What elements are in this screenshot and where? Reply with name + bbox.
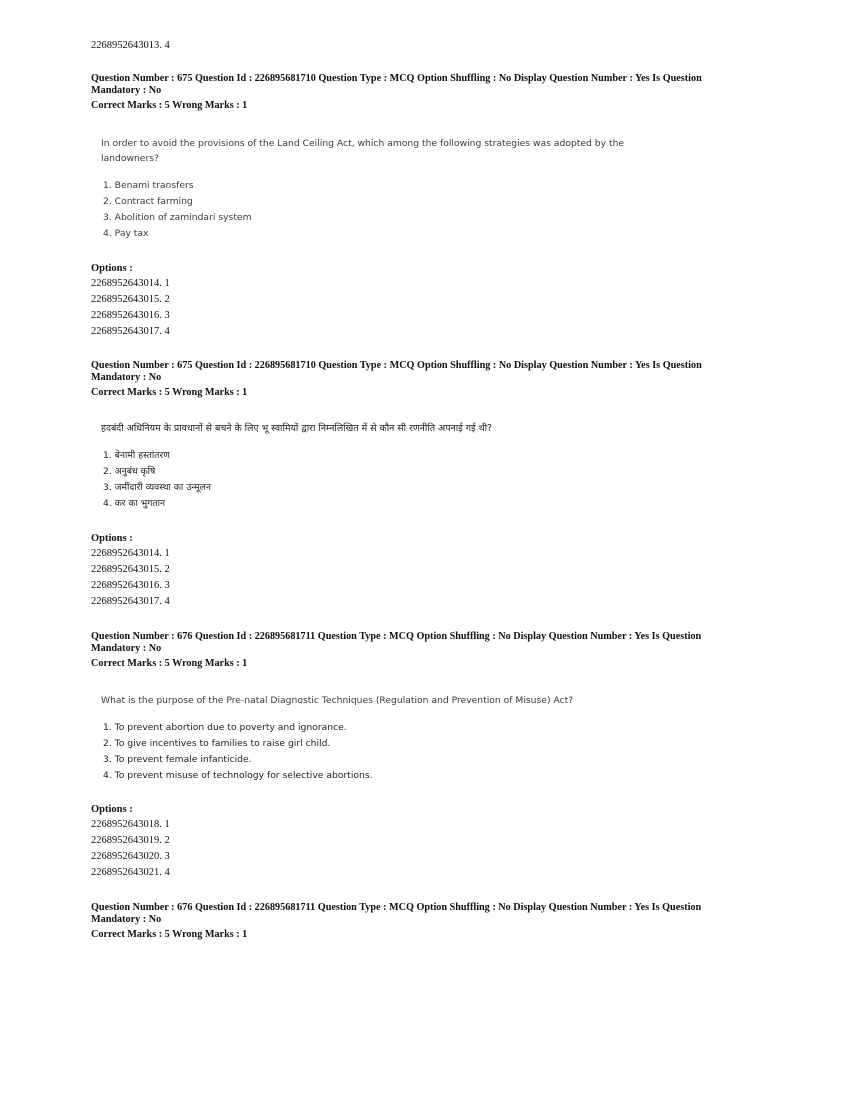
question-header-line2: Mandatory : No — [91, 85, 162, 96]
answer-choice: 1. Benami transfers — [103, 180, 194, 191]
answer-choice: 2. अनुबंध कृषि — [103, 466, 156, 477]
option-id: 2268952643014. 1 — [91, 548, 170, 559]
option-id: 2268952643016. 3 — [91, 310, 170, 321]
question-marks: Correct Marks : 5 Wrong Marks : 1 — [91, 929, 248, 940]
option-id: 2268952643017. 4 — [91, 596, 170, 607]
answer-choice: 1. To prevent abortion due to poverty and ignorance. — [103, 722, 347, 733]
answer-choice: 4. कर का भुगतान — [103, 498, 166, 509]
option-id: 2268952643020. 3 — [91, 851, 170, 862]
question-text-line: हदबंदी अधिनियम के प्रावधानों से बचने के लिए भू स्वामियों द्वारा निम्नलिखित में से कौन सी रणनीति अपनाई गई थी? — [101, 423, 493, 434]
answer-choice: 1. बेनामी हस्तांतरण — [103, 450, 170, 461]
option-id: 2268952643021. 4 — [91, 867, 170, 878]
options-label: Options : — [91, 533, 133, 544]
question-header-line2: Mandatory : No — [91, 914, 162, 925]
question-header-line1: Question Number : 676 Question Id : 226895681711 Question Type : MCQ Option Shuffling : No Display Question Number : Yes Is Question — [91, 902, 702, 913]
option-id: 2268952643014. 1 — [91, 278, 170, 289]
options-label: Options : — [91, 263, 133, 274]
answer-choice: 2. To give incentives to families to raise girl child. — [103, 738, 331, 749]
question-header-line2: Mandatory : No — [91, 372, 162, 383]
previous-option-line: 2268952643013. 4 — [91, 40, 170, 51]
answer-choice: 3. To prevent female infanticide. — [103, 754, 252, 765]
answer-choice: 3. जमींदारी व्यवस्था का उन्मूलन — [103, 482, 211, 493]
question-header-line1: Question Number : 675 Question Id : 226895681710 Question Type : MCQ Option Shuffling : No Display Question Number : Yes Is Question — [91, 73, 702, 84]
option-id: 2268952643016. 3 — [91, 580, 170, 591]
question-text-line: landowners? — [101, 153, 159, 164]
question-header-line2: Mandatory : No — [91, 643, 162, 654]
answer-choice: 3. Abolition of zamindari system — [103, 212, 252, 223]
option-id: 2268952643018. 1 — [91, 819, 170, 830]
options-label: Options : — [91, 804, 133, 815]
answer-choice: 4. Pay tax — [103, 228, 149, 239]
answer-choice: 2. Contract farming — [103, 196, 193, 207]
question-marks: Correct Marks : 5 Wrong Marks : 1 — [91, 100, 248, 111]
question-text-line: In order to avoid the provisions of the Land Ceiling Act, which among the following strategies was adopted by the — [101, 138, 625, 149]
answer-choice: 4. To prevent misuse of technology for selective abortions. — [103, 770, 373, 781]
question-text-line: What is the purpose of the Pre-natal Diagnostic Techniques (Regulation and Prevention of Misuse) Act? — [101, 695, 574, 706]
question-marks: Correct Marks : 5 Wrong Marks : 1 — [91, 387, 248, 398]
option-id: 2268952643015. 2 — [91, 294, 170, 305]
option-id: 2268952643017. 4 — [91, 326, 170, 337]
question-marks: Correct Marks : 5 Wrong Marks : 1 — [91, 658, 248, 669]
question-header-line1: Question Number : 676 Question Id : 226895681711 Question Type : MCQ Option Shuffling : No Display Question Number : Yes Is Question — [91, 631, 702, 642]
question-header-line1: Question Number : 675 Question Id : 226895681710 Question Type : MCQ Option Shuffling : No Display Question Number : Yes Is Question — [91, 360, 702, 371]
option-id: 2268952643019. 2 — [91, 835, 170, 846]
option-id: 2268952643015. 2 — [91, 564, 170, 575]
